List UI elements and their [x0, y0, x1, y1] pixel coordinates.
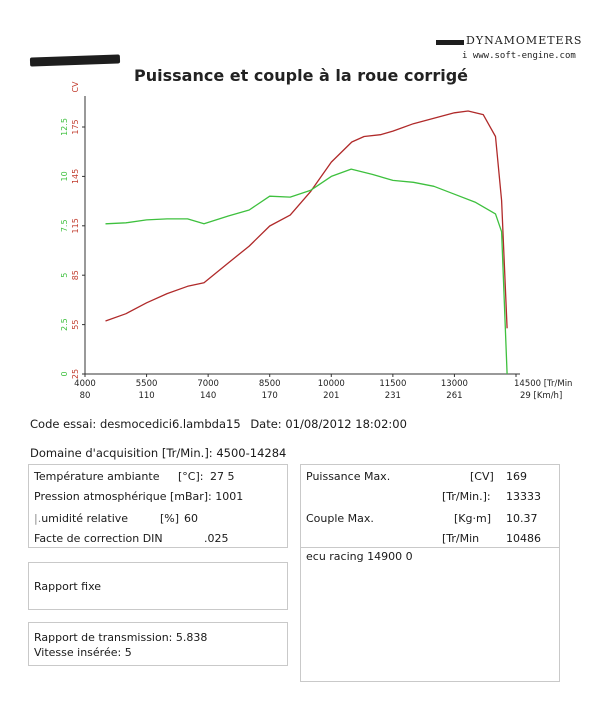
- y-right-tick-label: 85: [71, 270, 80, 281]
- power-max-unit: [CV]: [470, 470, 494, 483]
- x2-tick-label: 170: [261, 391, 278, 401]
- x-tick-label: 11500: [379, 379, 407, 389]
- humidity-row: |.umidité relative [%] 60: [34, 512, 198, 525]
- power-max-row: [306, 470, 554, 483]
- x2-tick-label: 261: [446, 391, 463, 401]
- x2-tick-label: 231: [384, 391, 401, 401]
- x-tick-label: 7000: [197, 379, 219, 389]
- gear-label: Vitesse insérée:: [34, 646, 122, 659]
- y-right-tick-label: 175: [71, 119, 80, 135]
- correction-factor-value: .025: [204, 532, 229, 545]
- torque-max-value: 10.37: [506, 512, 538, 525]
- transmission-box: [28, 622, 288, 666]
- power-max-value: 169: [506, 470, 527, 483]
- pressure-value: 1001: [215, 490, 244, 503]
- bottom-axis-ticks: [74, 374, 572, 401]
- torque-rpm-value: 10486: [506, 532, 541, 545]
- torque-max-row: [306, 512, 554, 525]
- x-tick-label: 5500: [135, 379, 158, 389]
- correction-factor-label: Facte de correction DIN: [34, 532, 163, 545]
- y-right-tick-label: 115: [71, 218, 80, 234]
- notes-box: [300, 547, 560, 682]
- notes-text: ecu racing 14900 0: [306, 550, 413, 563]
- chart-series: [106, 111, 508, 374]
- domain-label: Domaine d'acquisition [Tr/Min.]:: [30, 446, 213, 460]
- domain-value: 4500-14284: [216, 446, 287, 460]
- humidity-label: umidité relative: [41, 512, 129, 525]
- y-left-tick-label: 2.5: [60, 318, 69, 331]
- x-tick-label: 13000: [440, 379, 468, 389]
- temperature-label: Température ambiante: [34, 470, 160, 483]
- humidity-value: 60: [184, 512, 198, 525]
- rapport-label: Rapport fixe: [34, 580, 102, 593]
- date-label: Date:: [250, 417, 282, 431]
- domain-line: [30, 446, 286, 460]
- code-line: [30, 417, 407, 431]
- correction-factor-row: [34, 532, 229, 545]
- y-left-tick-label: 12.5: [60, 118, 69, 136]
- power-max-label: Puissance Max.: [306, 470, 391, 483]
- code-label: Code essai:: [30, 417, 97, 431]
- power-rpm-value: 13333: [506, 490, 541, 503]
- torque-curve-line: [106, 169, 508, 374]
- x-tick-label: 4000: [74, 379, 96, 389]
- x-tick-label: 8500: [258, 379, 281, 389]
- brand-url: i www.soft-engine.com: [462, 51, 576, 61]
- chart-axes: [85, 96, 520, 374]
- left-axis-ticks: [60, 81, 85, 379]
- transmission-ratio-label: Rapport de transmission:: [34, 631, 173, 644]
- brand-url-text: www.soft-engine.com: [472, 51, 576, 61]
- power-rpm-unit: [Tr/Min.]:: [442, 490, 491, 503]
- y-right-tick-label: 55: [71, 319, 80, 330]
- y-left-tick-label: 10: [60, 171, 69, 182]
- y-right-tick-label: 145: [71, 168, 80, 185]
- y-left-tick-label: 7.5: [60, 219, 69, 233]
- temperature-unit: [°C]:: [178, 470, 204, 483]
- torque-max-label: Couple Max.: [306, 512, 374, 525]
- brand-name: DYNAMOMETERS: [466, 34, 583, 47]
- power-curve-line: [106, 111, 508, 328]
- pressure-row: [34, 490, 243, 503]
- y-right-tick-label: 25: [71, 368, 80, 380]
- x-tick-label: 14500 [Tr/Min: [514, 379, 573, 389]
- date-value: 01/08/2012 18:02:00: [285, 417, 407, 431]
- x-tick-label: 10000: [317, 379, 345, 389]
- x2-tick-label: 110: [138, 391, 155, 401]
- y-axis-unit: CV: [71, 81, 80, 93]
- gear-row: [34, 646, 132, 659]
- humidity-unit: [%]: [160, 512, 180, 525]
- y-left-tick-label: 0: [60, 371, 69, 377]
- torque-rpm-unit: [Tr/Min: [442, 532, 480, 545]
- temperature-value: 27 5: [210, 470, 235, 483]
- torque-max-unit: [Kg·m]: [454, 512, 491, 525]
- x2-tick-label: 29 [Km/h]: [520, 391, 563, 401]
- code-value: desmocedici6.lambda15: [99, 417, 241, 431]
- pressure-label: Pression atmosphérique [mBar]:: [34, 490, 212, 503]
- transmission-ratio-row: [34, 631, 207, 644]
- x2-tick-label: 140: [200, 391, 217, 401]
- gear-value: 5: [124, 646, 132, 659]
- chart-title: Puissance et couple à la roue corrigé: [134, 66, 468, 85]
- temperature-row: [34, 470, 235, 483]
- x2-tick-label: 80: [79, 391, 91, 401]
- transmission-ratio-value: 5.838: [175, 631, 208, 644]
- y-left-tick-label: 5: [60, 272, 69, 278]
- x2-tick-label: 201: [323, 391, 340, 401]
